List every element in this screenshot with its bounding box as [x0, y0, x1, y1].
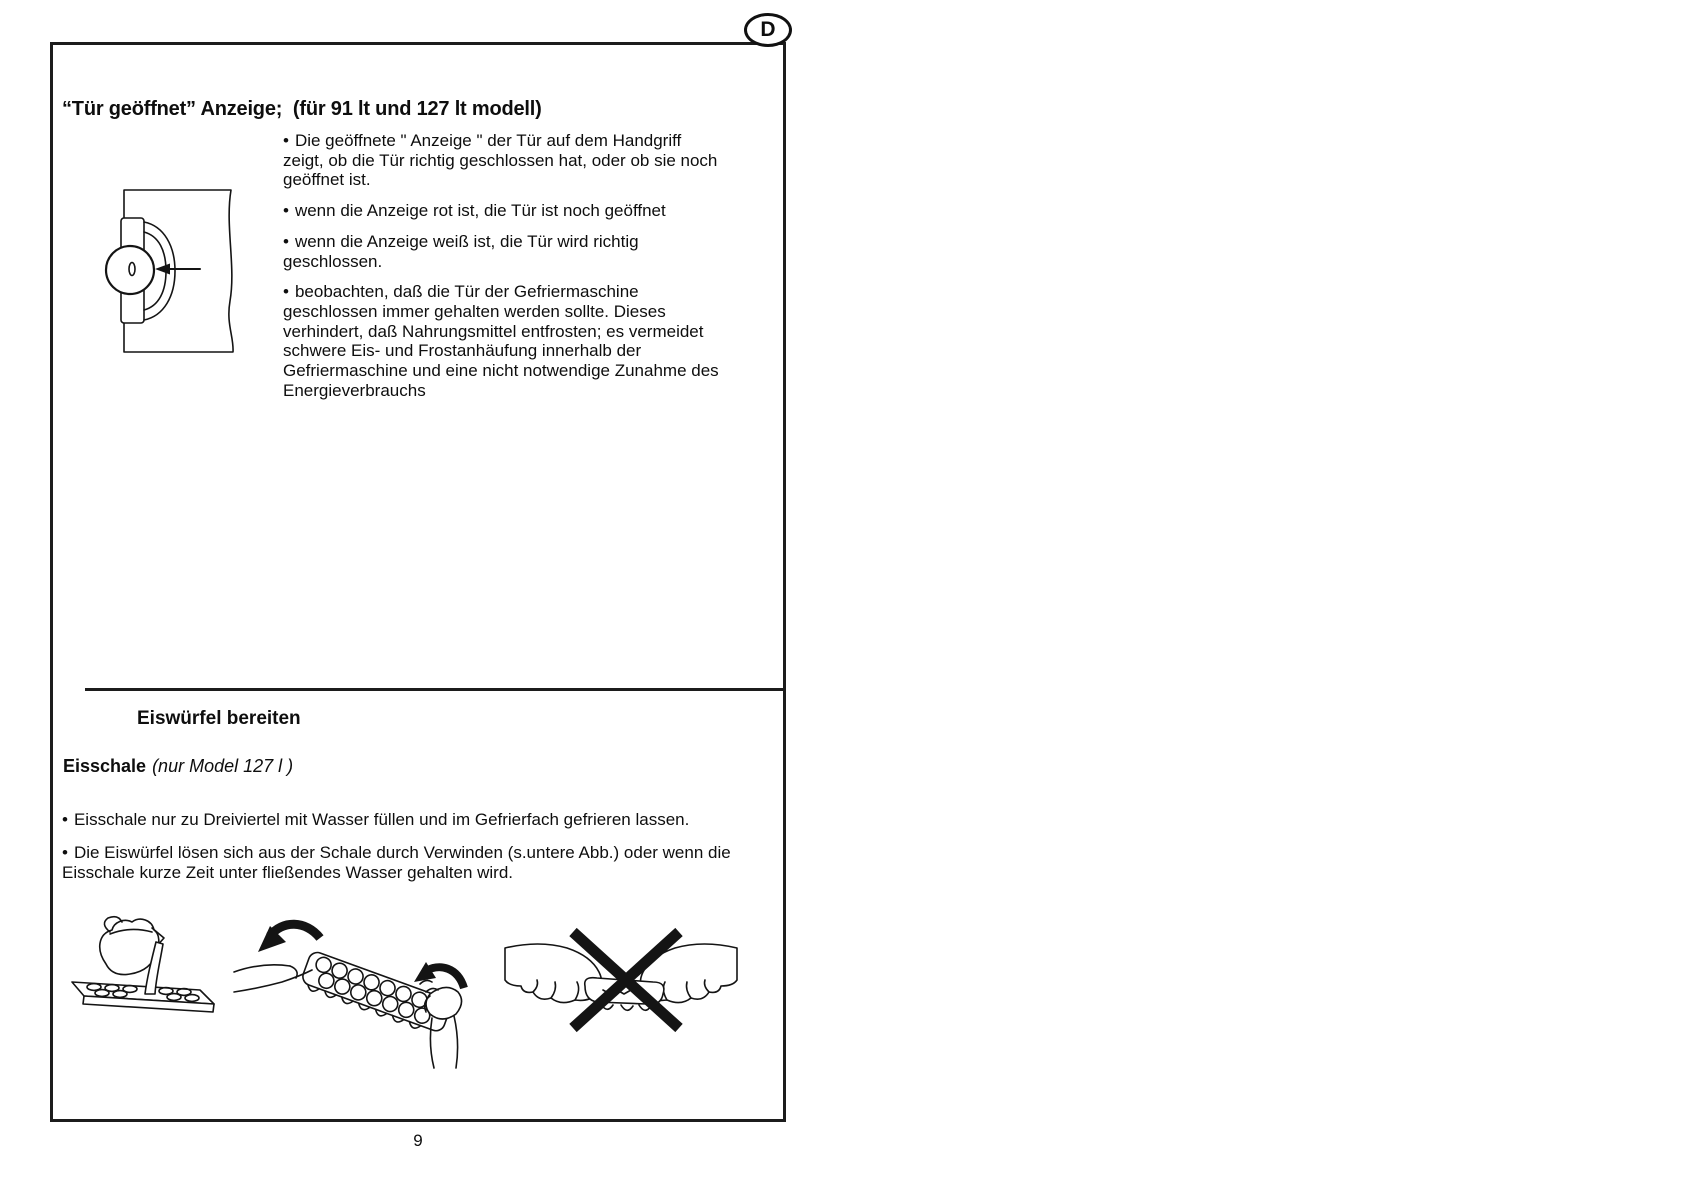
bullet-text: wenn die Anzeige rot ist, die Tür ist noch geöffnet — [294, 201, 666, 221]
left-hand-drawing — [234, 965, 312, 992]
ice-tray-drawing — [72, 982, 214, 1012]
door-indicator-bullet-list — [283, 131, 721, 401]
twist-arrow-left-icon — [258, 924, 320, 952]
page-number: 9 — [413, 1131, 423, 1150]
bullet-text: Die Eiswürfel lösen sich aus der Schale durch Verwinden (s.untere Abb.) oder wenn die Eisschale kurze Zeit unter fließendes Wasser gehalten wird. — [62, 843, 731, 883]
bullet-marker: • — [283, 282, 289, 302]
twist-arrow-right-icon — [414, 962, 464, 988]
bullet-text: Die geöffnete " Anzeige " der Tür auf dem Handgriff zeigt, ob die Tür richtig geschlossen hat, oder ob sie noch geöffnet ist. — [283, 131, 718, 190]
bullet-item — [283, 282, 721, 400]
bullet-marker: • — [283, 201, 289, 221]
ice-tray-subheading-model-note: (nur Model 127 l ) — [152, 756, 294, 776]
section-title-door-indicator: “Tür geöffnet” Anzeige; (für 91 lt und 127 lt modell) — [62, 98, 542, 120]
fill-ice-tray-with-water-illustration — [60, 872, 240, 1014]
bullet-text: wenn die Anzeige weiß ist, die Tür wird richtig geschlossen. — [283, 231, 639, 271]
bullet-text: Eisschale nur zu Dreiviertel mit Wasser füllen und im Gefrierfach gefrieren lassen. — [73, 810, 690, 829]
language-badge-label: D — [760, 18, 776, 41]
ice-tray-subheading — [63, 756, 293, 777]
ice-tray-subheading-bold: Eisschale — [63, 756, 147, 776]
bullet-marker: • — [283, 231, 289, 251]
bullet-marker: • — [62, 843, 68, 862]
section-divider — [85, 688, 783, 691]
twist-ice-tray-illustration — [234, 876, 466, 1068]
bullet-text: beobachten, daß die Tür der Gefriermaschine geschlossen immer gehalten werden sollte. Dieses verhindert, daß Nahrungsmittel entfrosten; es vermeidet schwere Eis- und Frostanhäufung innerhalb der Gefriermaschine und eine nicht notwendige Zunahme des Energieverbrauchs — [283, 282, 719, 400]
bullet-item — [62, 810, 762, 830]
water-jug-drawing — [100, 917, 164, 994]
do-not-bend-ice-tray-illustration — [505, 890, 737, 1038]
bullet-marker: • — [62, 810, 68, 829]
bullet-item — [283, 201, 721, 221]
ice-cubes-heading: Eiswürfel bereiten — [137, 708, 301, 729]
language-badge — [744, 13, 792, 47]
bullet-item — [283, 232, 721, 271]
bullet-item — [283, 131, 721, 190]
bullet-marker: • — [283, 131, 289, 150]
door-open-indicator-illustration — [101, 160, 241, 358]
indicator-magnifier-circle — [106, 246, 154, 294]
